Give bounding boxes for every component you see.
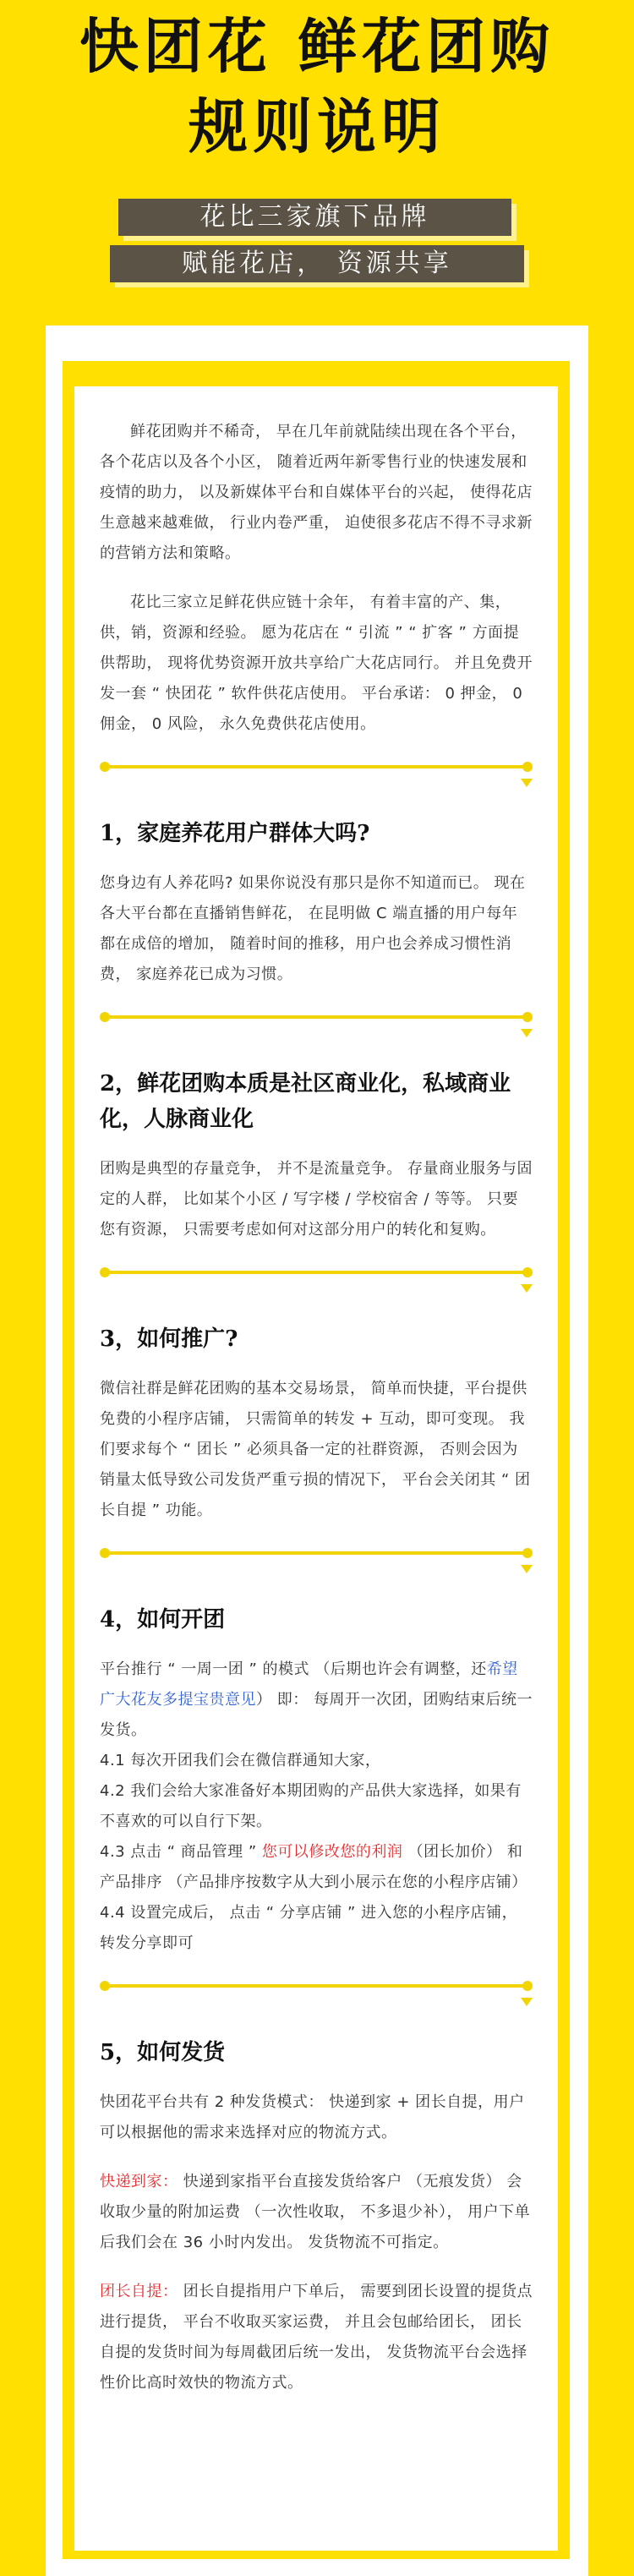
section-title-1: 1，家庭养花用户群体大吗? xyxy=(100,821,370,846)
divider-line xyxy=(105,1015,527,1019)
section-divider xyxy=(100,1977,533,2011)
intro-paragraph-2: 花比三家立足鲜花供应链十余年， 有着丰富的产、集，供，销，资源和经验。 愿为花店在 “ 引流 ” “ 扩客 ” 方面提供帮助， 现将优势资源开放共享给广大花店同行。 并且免费开发一套 “ 快团花 ” 软件供花店使用。 平台承诺： 0 押金， 0 佣金， 0 风险， 永久免费供花店使用。 xyxy=(100,593,533,733)
page-title-line2: 规则说明 xyxy=(189,92,445,161)
section-1-paragraph: 您身边有人养花吗? 如果你说没有那只是你不知道而已。 现在各大平台都在直播销售鲜花， 在昆明做 C 端直播的用户每年都在成倍的增加， 随着时间的推移，用户也会养成习惯性消费， 家庭养花已成为习惯。 xyxy=(100,874,526,983)
content-frame xyxy=(63,361,570,2559)
triangle-down-icon xyxy=(521,1284,533,1293)
pickup-paragraph xyxy=(100,2277,533,2398)
section-4-text-pre: 平台推行 “ 一周一团 ” 的模式 （后期也许会有调整，还 xyxy=(100,1660,487,1678)
express-delivery-label: 快递到家： xyxy=(100,2173,178,2190)
content-card xyxy=(46,325,588,2576)
section-divider xyxy=(100,1545,533,1578)
step-4-3-post: （团长加价） 和产品排序 （产品排序按数字从大到小展示在您的小程序店铺） xyxy=(100,1843,527,1891)
divider-dot-icon xyxy=(522,1012,533,1022)
section-title-5: 5，如何发货 xyxy=(100,2040,226,2065)
section-title-3: 3，如何推广? xyxy=(100,1326,238,1352)
step-4-3-pre: 4.3 点击 “ 商品管理 ” xyxy=(100,1843,262,1861)
hero-header xyxy=(0,0,634,304)
slogan-ribbon: 赋能花店， 资源共享 xyxy=(110,245,524,282)
section-5-paragraph: 快团花平台共有 2 种发货模式： 快递到家 + 团长自提，用户可以根据他的需求来选择对应的物流方式。 xyxy=(100,2093,525,2141)
intro-paragraph-1: 鲜花团购并不稀奇， 早在几年前就陆续出现在各个平台， 各个花店以及各个小区， 随着近两年新零售行业的快速发展和疫情的助力， 以及新媒体平台和自媒体平台的兴起， 使得花店生意越来越难做， 行业内卷严重， 迫使很多花店不得不寻求新的营销方法和策略。 xyxy=(100,423,533,562)
divider-dot-icon xyxy=(100,762,110,772)
feedback-highlight: 希望广大花友多提宝贵意见 xyxy=(100,1660,518,1709)
divider-dot-icon xyxy=(522,762,533,772)
section-4-paragraph xyxy=(100,1654,533,1746)
divider-dot-icon xyxy=(100,1981,110,1991)
section-2-paragraph: 团购是典型的存量竞争， 并不是流量竞争。 存量商业服务与固定的人群， 比如某个小区 / 写字楼 / 学校宿舍 / 等等。 只要您有资源， 只需要考虑如何对这部分用户的转化和复购。 xyxy=(100,1160,533,1239)
section-divider xyxy=(100,758,533,792)
profit-highlight: 您可以修改您的利润 xyxy=(261,1843,403,1861)
divider-dot-icon xyxy=(522,1267,533,1277)
step-4-1: 4.1 每次开团我们会在微信群通知大家， xyxy=(100,1752,381,1769)
page-title-line1: 快团花 鲜花团购 xyxy=(79,12,555,81)
step-4-3 xyxy=(100,1837,533,1898)
section-divider xyxy=(100,1009,533,1042)
express-delivery-paragraph xyxy=(100,2167,533,2258)
divider-line xyxy=(105,1984,527,1988)
section-divider xyxy=(100,1264,533,1298)
divider-dot-icon xyxy=(100,1012,110,1022)
triangle-down-icon xyxy=(521,1998,533,2006)
triangle-down-icon xyxy=(521,1029,533,1037)
divider-dot-icon xyxy=(522,1981,533,1991)
step-4-2: 4.2 我们会给大家准备好本期团购的产品供大家选择，如果有不喜欢的可以自行下架。 xyxy=(100,1782,522,1830)
divider-dot-icon xyxy=(100,1548,110,1558)
section-3-paragraph: 微信社群是鲜花团购的基本交易场景， 简单而快捷，平台提供免费的小程序店铺， 只需简单的转发 + 互动，即可变现。 我们要求每个 “ 团长 ” 必须具备一定的社群资源， 否则会因为销量太低导致公司发货严重亏损的情况下， 平台会关闭其 “ 团长自提 ” 功能。 xyxy=(100,1380,531,1519)
section-title-2: 2，鲜花团购本质是社区商业化，私域商业化，人脉商业化 xyxy=(100,1071,511,1132)
divider-dot-icon xyxy=(522,1548,533,1558)
divider-line xyxy=(105,765,527,768)
triangle-down-icon xyxy=(521,779,533,787)
brand-ribbon: 花比三家旗下品牌 xyxy=(118,199,511,236)
section-title-4: 4，如何开团 xyxy=(100,1607,226,1633)
triangle-down-icon xyxy=(521,1565,533,1573)
step-4-4: 4.4 设置完成后， 点击 “ 分享店铺 ” 进入您的小程序店铺， 转发分享即可 xyxy=(100,1904,518,1952)
divider-line xyxy=(105,1551,527,1555)
section-4-text-post: ） 即： 每周开一次团，团购结束后统一发货。 xyxy=(100,1691,533,1739)
divider-dot-icon xyxy=(100,1267,110,1277)
pickup-text: 团长自提指用户下单后， 需要到团长设置的提货点进行提货， 平台不收取买家运费， 并且会包邮给团长， 团长自提的发货时间为每周截团后统一发出， 发货物流平台会选择性价比高时效快的物流方式。 xyxy=(100,2283,533,2392)
content-paper xyxy=(74,386,558,2551)
pickup-label: 团长自提： xyxy=(100,2283,178,2300)
express-delivery-text: 快递到家指平台直接发货给客户 （无痕发货） 会收取少量的附加运费 （一次性收取， 不多退少补）， 用户下单后我们会在 36 小时内发出。 发货物流不可指定。 xyxy=(100,2173,531,2251)
divider-line xyxy=(105,1271,527,1274)
